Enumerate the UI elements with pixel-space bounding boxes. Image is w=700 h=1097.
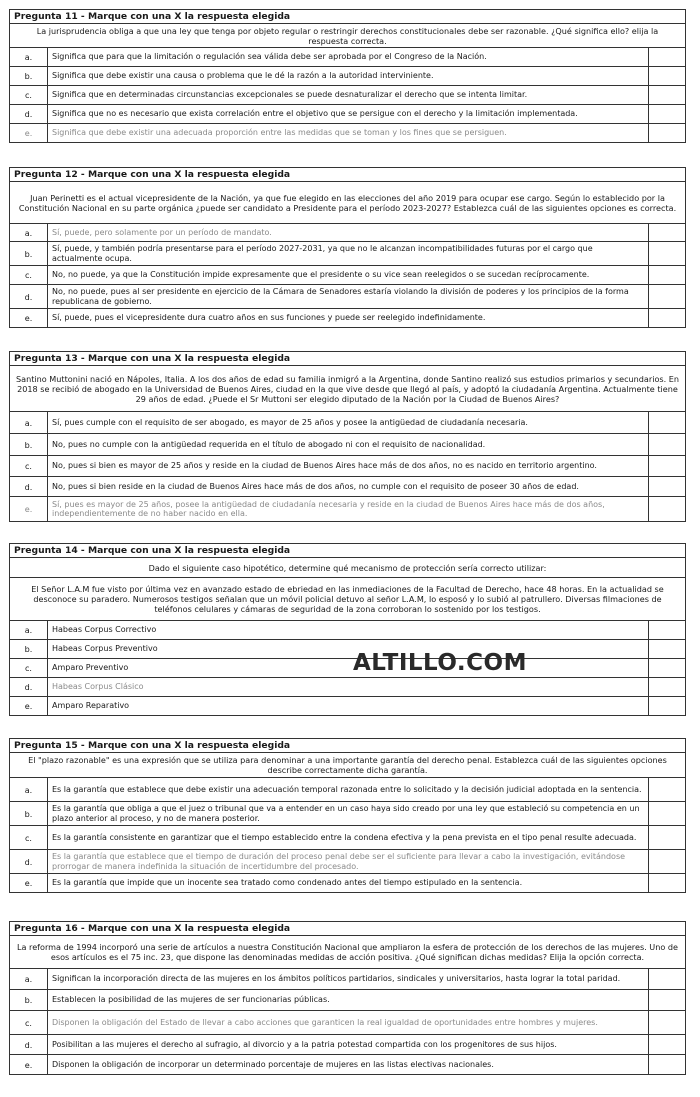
answer-box[interactable] [649,1035,685,1054]
option-letter: c. [10,456,48,476]
answer-box[interactable] [649,266,685,284]
option-text: No, no puede, ya que la Constitución impide expresamente que el presidente o su vice sean reelegidos o se sucedan recíprocamente. [48,266,649,284]
option-text: Es la garantía que impide que un inocente sea tratado como condenado antes del tiempo estipulado en la sentencia. [48,874,649,892]
answer-box[interactable] [649,802,685,825]
question-text: La jurisprudencia obliga a que una ley que tenga por objeto regular o restringir derechos constitucionales debe ser razonable. ¿Qué significa ello? elija la respuesta correcta. [10,24,685,48]
answer-box[interactable] [649,105,685,123]
option-row[interactable] [10,309,685,328]
option-row[interactable] [10,826,685,850]
option-row[interactable] [10,477,685,497]
question-header: Pregunta 14 - Marque con una X la respuesta elegida [10,544,685,558]
option-letter: c. [10,826,48,849]
answer-box[interactable] [649,67,685,85]
option-text: Habeas Corpus Correctivo [48,621,649,639]
option-text: Significa que en determinadas circunstancias excepcionales se puede desnaturalizar el derecho que se intenta limitar. [48,86,649,104]
option-letter: a. [10,778,48,801]
question-header: Pregunta 12 - Marque con una X la respuesta elegida [10,168,685,182]
question-prompt: Dado el siguiente caso hipotético, determine qué mecanismo de protección sería correcto utilizar: [10,558,685,578]
option-letter: a. [10,621,48,639]
answer-box[interactable] [649,434,685,455]
option-row[interactable] [10,659,685,678]
answer-box[interactable] [649,697,685,715]
option-row[interactable] [10,242,685,266]
option-text: Sí, puede, y también podría presentarse para el período 2027-2031, ya que no le alcanzan incompatibilidades futuras por el cargo que actualmente ocupa. [48,242,649,265]
option-text: Es la garantía que obliga a que el juez o tribunal que va a entender en un caso haya sido creado por una ley que estableció su competencia en un plazo anterior al proceso, y no de manera posterior. [48,802,649,825]
answer-box[interactable] [649,678,685,696]
question-13 [9,351,686,522]
option-text: Es la garantía consistente en garantizar que el tiempo establecido entre la condena efectiva y la pena prevista en el tipo penal resulte adecuada. [48,826,649,849]
option-text: Significa que para que la limitación o regulación sea válida debe ser aprobada por el Congreso de la Nación. [48,48,649,66]
question-header: Pregunta 15 - Marque con una X la respuesta elegida [10,739,685,753]
question-text: La reforma de 1994 incorporó una serie de artículos a nuestra Constitución Nacional que ampliaron la esfera de protección de los derechos de las mujeres. Uno de esos artículos es el 75 inc. 23, que dispone las denominadas medidas de acción positiva. ¿Qué significan dichas medidas? Elija la opción correcta. [10,936,685,969]
option-row[interactable] [10,105,685,124]
option-row[interactable] [10,621,685,640]
option-row[interactable] [10,1011,685,1035]
option-letter: a. [10,969,48,989]
answer-box[interactable] [649,659,685,677]
option-text: Habeas Corpus Preventivo [48,640,649,658]
option-row[interactable] [10,678,685,697]
option-letter: e. [10,874,48,892]
option-row[interactable] [10,850,685,874]
option-text: Sí, pues es mayor de 25 años, posee la antigüedad de ciudadanía necesaria y reside en la ciudad de Buenos Aires hace más de dos años, independientemente de no haber nacido en ella. [48,497,649,521]
question-text: Santino Muttonini nació en Nápoles, Italia. A los dos años de edad su familia inmigró a la Argentina, donde Santino realizó sus estudios primarios y secundarios. En 2018 se recibió de abogado en la Universidad de Buenos Aires, ciudad en la que vive desde que llegó al país, y adoptó la ciudadanía Argentina. Actualmente tiene 29 años de edad. ¿Puede el Sr Muttoni ser elegido diputado de la Nación por la Ciudad de Buenos Aires? [10,366,685,412]
question-header: Pregunta 11 - Marque con una X la respuesta elegida [10,10,685,24]
option-row[interactable] [10,266,685,285]
option-letter: b. [10,990,48,1010]
option-row[interactable] [10,86,685,105]
answer-box[interactable] [649,456,685,476]
question-case: El Señor L.A.M fue visto por última vez en avanzado estado de ebriedad en las inmediaciones de la Facultad de Derecho, hace 48 horas. En la actualidad se desconoce su paradero. Numerosos testigos señalan que un móvil policial detuvo al señor L.A.M, lo esposó y lo subió al patrullero. Diversas filmaciones de teléfonos celulares y cámaras de seguridad de la zona corroboran lo sostenido por los testigos. [10,578,685,621]
option-letter: b. [10,802,48,825]
answer-box[interactable] [649,86,685,104]
option-letter: d. [10,105,48,123]
option-letter: a. [10,224,48,241]
question-text: El "plazo razonable" es una expresión que se utiliza para denominar a una importante garantía del derecho penal. Establezca cuál de las siguientes opciones describe correctamente dicha garantía. [10,753,685,778]
option-letter: d. [10,285,48,308]
option-row[interactable] [10,1055,685,1075]
option-row[interactable] [10,778,685,802]
option-row[interactable] [10,412,685,434]
option-row[interactable] [10,990,685,1011]
question-header: Pregunta 16 - Marque con una X la respuesta elegida [10,922,685,936]
option-text: Significa que debe existir una causa o problema que le dé la razón a la autoridad interviniente. [48,67,649,85]
answer-box[interactable] [649,874,685,892]
option-row[interactable] [10,124,685,143]
option-row[interactable] [10,697,685,716]
option-text: Significa que debe existir una adecuada proporción entre las medidas que se toman y los fines que se persiguen. [48,124,649,142]
option-row[interactable] [10,434,685,456]
option-letter: e. [10,124,48,142]
option-row[interactable] [10,224,685,242]
option-letter: d. [10,477,48,496]
option-letter: c. [10,86,48,104]
watermark-logo: ALTILLO.COM [353,650,527,676]
option-letter: c. [10,266,48,284]
option-text: No, pues no cumple con la antigüedad requerida en el título de abogado ni con el requisito de nacionalidad. [48,434,649,455]
option-text: No, no puede, pues al ser presidente en ejercicio de la Cámara de Senadores estaría violando la división de poderes y los principios de la forma republicana de gobierno. [48,285,649,308]
option-text: Sí, puede, pero solamente por un período de mandato. [48,224,649,241]
option-text: Significan la incorporación directa de las mujeres en los ámbitos políticos partidarios, sindicales y universitarios, hasta lograr la total paridad. [48,969,649,989]
option-letter: b. [10,434,48,455]
option-text: Amparo Preventivo [48,659,649,677]
option-letter: e. [10,497,48,521]
option-row[interactable] [10,67,685,86]
answer-box[interactable] [649,640,685,658]
option-row[interactable] [10,1035,685,1055]
option-letter: e. [10,697,48,715]
question-12 [9,167,686,328]
answer-box[interactable] [649,778,685,801]
option-text: Habeas Corpus Clásico [48,678,649,696]
answer-box[interactable] [649,497,685,521]
question-16 [9,921,686,1075]
option-text: No, pues si bien reside en la ciudad de Buenos Aires hace más de dos años, no cumple con el requisito de poseer 30 años de edad. [48,477,649,496]
option-row[interactable] [10,969,685,990]
answer-box[interactable] [649,412,685,433]
answer-box[interactable] [649,124,685,142]
option-row[interactable] [10,874,685,893]
option-letter: b. [10,640,48,658]
question-11 [9,9,686,143]
option-text: Establecen la posibilidad de las mujeres de ser funcionarias públicas. [48,990,649,1010]
option-row[interactable] [10,497,685,522]
option-letter: e. [10,1055,48,1074]
option-text: Posibilitan a las mujeres el derecho al sufragio, al divorcio y a la patria potestad compartida con los progenitores de sus hijos. [48,1035,649,1054]
answer-box[interactable] [649,242,685,265]
option-letter: b. [10,242,48,265]
option-text: Sí, puede, pues el vicepresidente dura cuatro años en sus funciones y puede ser reelegido indefinidamente. [48,309,649,327]
option-row[interactable] [10,456,685,477]
question-header: Pregunta 13 - Marque con una X la respuesta elegida [10,352,685,366]
option-text: Es la garantía que establece que debe existir una adecuación temporal razonada entre lo solicitado y la decisión judicial adoptada en la sentencia. [48,778,649,801]
answer-box[interactable] [649,1055,685,1074]
option-text: Significa que no es necesario que exista correlación entre el objetivo que se persigue con el derecho y la limitación implementada. [48,105,649,123]
option-text: Disponen la obligación de incorporar un determinado porcentaje de mujeres en las listas electivas nacionales. [48,1055,649,1074]
answer-box[interactable] [649,477,685,496]
option-text: Sí, pues cumple con el requisito de ser abogado, es mayor de 25 años y posee la antigüedad de ciudadanía necesaria. [48,412,649,433]
option-letter: e. [10,309,48,327]
option-text: Es la garantía que establece que el tiempo de duración del proceso penal debe ser el suficiente para llevar a cabo la investigación, evitándose prorrogar de manera indefinida la situación de incertidumbre del procesado. [48,850,649,873]
answer-box[interactable] [649,309,685,327]
option-text: No, pues si bien es mayor de 25 años y reside en la ciudad de Buenos Aires hace más de dos años, no es nacido en territorio argentino. [48,456,649,476]
option-row[interactable] [10,48,685,67]
option-letter: a. [10,412,48,433]
question-14 [9,543,686,716]
answer-box[interactable] [649,224,685,241]
answer-box[interactable] [649,826,685,849]
answer-box[interactable] [649,48,685,66]
option-letter: d. [10,678,48,696]
option-text: Disponen la obligación del Estado de llevar a cabo acciones que garanticen la real igualdad de oportunidades entre hombres y mujeres. [48,1011,649,1034]
option-row[interactable] [10,802,685,826]
option-letter: a. [10,48,48,66]
option-text: Amparo Reparativo [48,697,649,715]
option-letter: d. [10,850,48,873]
answer-box[interactable] [649,990,685,1010]
answer-box[interactable] [649,1011,685,1034]
answer-box[interactable] [649,969,685,989]
option-letter: c. [10,1011,48,1034]
option-row[interactable] [10,640,685,659]
option-letter: b. [10,67,48,85]
question-text: Juan Perinetti es el actual vicepresidente de la Nación, ya que fue elegido en las elecciones del año 2019 para ocupar ese cargo. Según lo establecido por la Constitución Nacional en su parte orgánica ¿puede ser candidato a Presidente para el período 2023-2027? Establezca cuál de las siguientes opciones es correcta. [10,182,685,224]
answer-box[interactable] [649,285,685,308]
option-row[interactable] [10,285,685,309]
question-15 [9,738,686,893]
answer-box[interactable] [649,621,685,639]
answer-box[interactable] [649,850,685,873]
option-letter: c. [10,659,48,677]
option-letter: d. [10,1035,48,1054]
